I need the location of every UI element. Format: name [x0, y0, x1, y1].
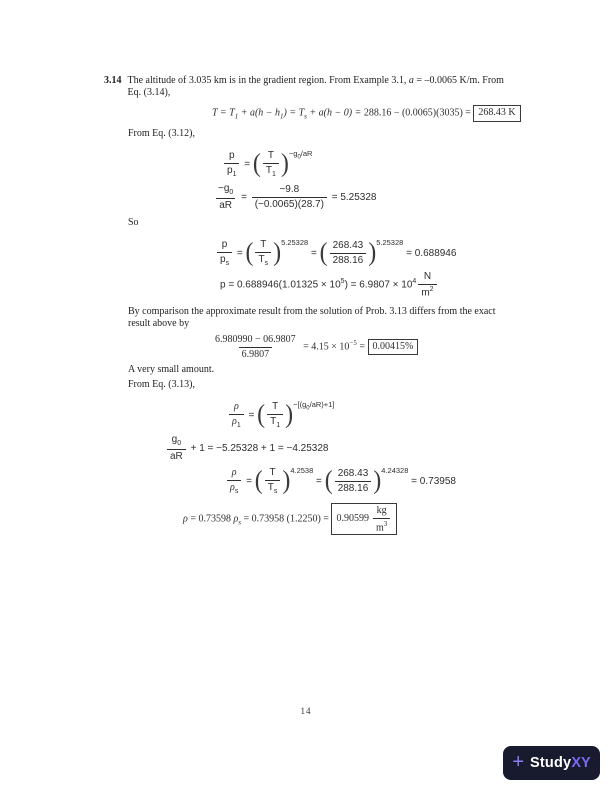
equals-sign: = — [238, 191, 250, 203]
denominator: (−0.0065)(28.7) — [252, 197, 327, 211]
numerator: p — [221, 239, 228, 251]
denominator: $m^3$ — [373, 518, 390, 534]
denominator: $m^2$ — [418, 284, 436, 299]
numerator: T — [260, 239, 267, 251]
numerator: 6.980990 − 06.9807 — [215, 334, 296, 345]
subscript: s — [234, 487, 239, 495]
logo-text-xy: XY — [571, 755, 591, 771]
subscript: 1 — [271, 170, 276, 178]
numerator: p — [228, 150, 235, 162]
left-paren: ( — [252, 148, 261, 179]
eq-text: p = 0.688946(1.01325 × 10 — [220, 279, 341, 291]
subscript: s — [304, 112, 307, 121]
eq-text: ) = 6.9807 × 10 — [344, 279, 413, 291]
unit-N-per-m2 — [418, 271, 436, 298]
fraction-T-T1 — [267, 401, 283, 430]
logo-wordmark — [530, 755, 591, 771]
numerator: T — [272, 401, 279, 413]
eq-text: ) = T — [283, 107, 305, 119]
fraction-difference — [212, 334, 299, 360]
superscript: 3 — [383, 519, 388, 528]
numerator: 268.43 — [337, 468, 369, 480]
denominator: $T_1$ — [263, 163, 279, 179]
denominator: $p_s$ — [217, 252, 232, 268]
subscript: s — [225, 259, 230, 267]
subscript: 0 — [297, 154, 301, 161]
equation-density-result — [183, 503, 397, 535]
numerator: ρ — [233, 401, 239, 413]
right-paren: ) — [368, 237, 377, 268]
superscript: 2 — [429, 285, 434, 293]
denominator: $\rho_1$ — [229, 414, 244, 430]
eq-result: = 0.688946 — [403, 248, 457, 259]
fraction-p-p1 — [224, 150, 239, 179]
subscript: 0 — [229, 189, 234, 196]
fraction-values — [252, 184, 327, 210]
paragraph-comparison — [128, 306, 496, 330]
subscript: 0 — [306, 405, 310, 412]
left-paren: ( — [257, 399, 266, 430]
denominator: $T_s$ — [255, 252, 271, 268]
problem-intro — [128, 75, 504, 99]
denominator: 288.16 — [335, 481, 372, 495]
exponent: 5.25328 — [281, 238, 309, 247]
numerator: 268.43 — [332, 240, 364, 252]
fraction-T-Ts — [255, 239, 271, 268]
answer-box-percent: 0.00415% — [368, 339, 419, 356]
right-paren: ) — [273, 237, 282, 268]
superscript: −5 — [349, 338, 357, 347]
left-paren: ( — [324, 465, 333, 496]
numerator: $g_0$ — [171, 434, 182, 447]
rho-symbol: ρ — [183, 513, 188, 525]
denominator: $T_1$ — [267, 414, 283, 430]
right-paren: ) — [282, 465, 291, 496]
fraction-T-Ts — [265, 467, 281, 496]
numerator: T — [267, 150, 274, 162]
equation-g0aR-plus-1 — [165, 434, 328, 463]
equation-g0-over-aR — [213, 183, 376, 212]
equation-pressure-ratio-values — [215, 238, 456, 268]
numerator: kg — [376, 505, 387, 516]
unit-kg-per-m3 — [373, 505, 390, 533]
fraction-rho-rho1 — [229, 401, 244, 430]
plus-icon: + — [512, 751, 525, 773]
subscript: 1 — [232, 170, 237, 178]
subscript: 1 — [234, 112, 239, 121]
left-paren: ( — [254, 465, 263, 496]
numerator: N — [423, 271, 432, 282]
equals-sign: = — [308, 248, 320, 259]
answer-box-density — [331, 503, 397, 535]
compare-line-1: By comparison the approximate result from the solution of Prob. 3.13 differs from the exact — [128, 306, 496, 317]
subscript: 1 — [280, 112, 284, 121]
equals-sign: = — [356, 341, 368, 353]
fraction-T-T1 — [263, 150, 279, 179]
eq-text: = 0.73958 (1.2250) = — [241, 513, 332, 525]
denominator: 288.16 — [330, 253, 367, 267]
denominator: $\rho_s$ — [227, 480, 241, 496]
label-so: So — [128, 217, 139, 228]
fraction-p-ps — [217, 239, 232, 268]
equation-density-ratio-definition — [227, 400, 334, 430]
right-paren: ) — [280, 148, 289, 179]
superscript: 5 — [340, 277, 345, 285]
denominator: aR — [216, 198, 235, 212]
eq-text: + a(h − 0) = — [306, 107, 364, 119]
fraction-g0-aR — [215, 183, 236, 212]
problem-3-14 — [104, 75, 524, 99]
equals-sign: = — [243, 476, 255, 487]
equation-pressure-result — [220, 271, 439, 298]
equation-temperature — [212, 105, 521, 122]
fraction-268-288 — [335, 468, 372, 494]
equals-sign: = — [313, 476, 325, 487]
eq-result: = 0.73958 — [408, 476, 456, 487]
answer-box-temperature: 268.43 K — [473, 105, 520, 122]
right-paren: ) — [285, 399, 294, 430]
denominator: 6.9807 — [239, 347, 273, 361]
studyxy-logo — [503, 746, 600, 780]
right-paren: ) — [373, 465, 382, 496]
intro-text: The altitude of 3.035 km is in the gradient region. From Example 3.1, — [127, 75, 409, 86]
exponent: 4.24328 — [381, 466, 409, 475]
denominator: $T_s$ — [265, 480, 281, 496]
intro-text: Eq. (3.14), — [127, 87, 171, 98]
denominator: $p_1$ — [224, 163, 239, 179]
denominator: aR — [167, 449, 186, 463]
equals-sign: = — [234, 248, 246, 259]
exponent: 5.25328 — [376, 238, 404, 247]
note-small-amount: A very small amount. — [128, 364, 215, 375]
subscript: 0 — [177, 440, 182, 447]
eq-text: + 1 = −5.25328 + 1 = −4.25328 — [187, 442, 329, 454]
eq-text: = 4.15 × 10 — [300, 341, 350, 353]
exponent: −g0/aR — [288, 149, 313, 161]
compare-line-2: result above by — [128, 318, 190, 329]
eq-text: + a(h − h — [238, 107, 281, 119]
fraction-g0-aR — [167, 434, 186, 463]
rho-symbol: ρ — [233, 513, 239, 525]
numerator: T — [269, 467, 276, 479]
left-paren: ( — [245, 237, 254, 268]
eq-text: 288.16 − (0.0065)(3035) = — [363, 107, 474, 119]
equation-pressure-ratio-definition — [222, 149, 312, 179]
equation-density-ratio-values — [225, 466, 456, 496]
equation-percent-difference — [210, 334, 418, 360]
problem-number: 3.14 — [104, 75, 122, 86]
intro-text: = –0.0065 K/m. From — [413, 75, 504, 86]
eq-text: T = T — [212, 107, 235, 119]
subscript: s — [264, 259, 269, 267]
superscript: 4 — [412, 277, 417, 285]
numerator: $-g_0$ — [218, 183, 234, 196]
label-from-eq-312: From Eq. (3.12), — [128, 128, 195, 139]
equals-sign: = — [245, 410, 258, 421]
intro-line-2 — [128, 87, 504, 99]
eq-text: = 0.73598 — [187, 513, 234, 525]
numerator: ρ — [231, 467, 237, 479]
subscript: 1 — [236, 421, 241, 429]
logo-text-study: Study — [530, 755, 572, 771]
equals-sign: = — [241, 159, 253, 170]
page-number: 14 — [300, 706, 312, 716]
variable-a: a — [408, 75, 414, 86]
subscript: s — [238, 518, 241, 527]
label-from-eq-313: From Eq. (3.13), — [128, 379, 195, 390]
exponent: −[(g0/aR)+1] — [293, 400, 335, 412]
subscript: 1 — [276, 421, 281, 429]
exponent: 4.2538 — [290, 466, 314, 475]
fraction-268-288 — [330, 240, 367, 266]
eq-result: = 5.25328 — [328, 191, 377, 203]
density-value: 0.90599 — [336, 512, 369, 524]
fraction-rho-rhos — [227, 467, 241, 496]
numerator: −9.8 — [279, 184, 300, 196]
intro-line-1 — [128, 75, 504, 87]
subscript: s — [273, 487, 278, 495]
left-paren: ( — [319, 237, 328, 268]
